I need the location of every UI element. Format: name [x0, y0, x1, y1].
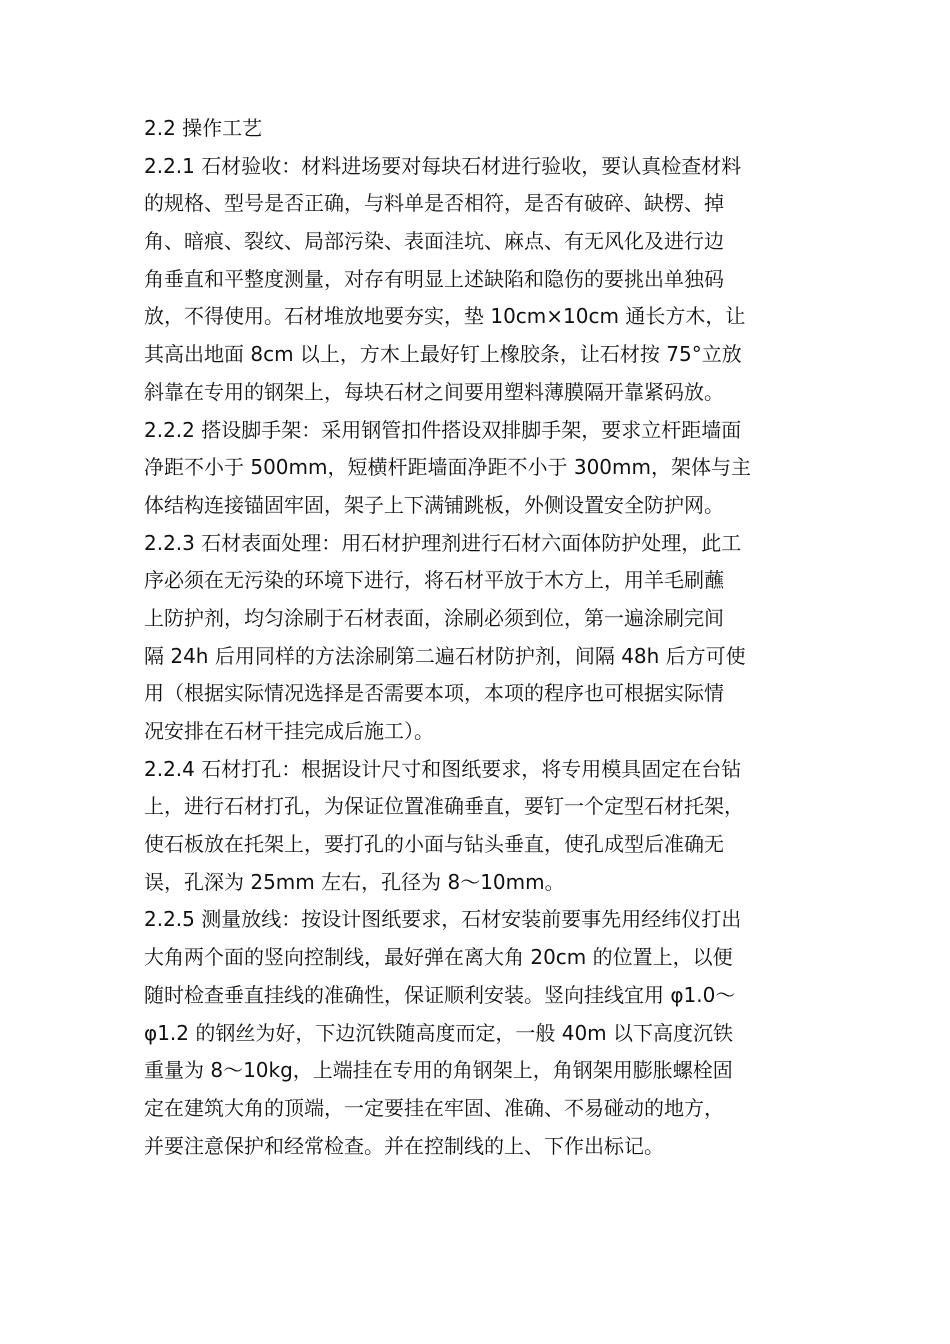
text-line: 定在建筑大角的顶端，一定要挂在牢固、准确、不易碰动的地方， — [144, 1095, 724, 1120]
text-line: 斜靠在专用的钢架上，每块石材之间要用塑料薄膜隔开靠紧码放。 — [144, 379, 724, 404]
text-line: 放，不得使用。石材堆放地要夯实，垫 10cm×10cm 通长方木，让 — [144, 304, 746, 329]
text-line: 误，孔深为 25mm 左右，孔径为 8～10mm。 — [144, 869, 565, 894]
text-line: 大角两个面的竖向控制线，最好弹在离大角 20cm 的位置上，以便 — [144, 945, 733, 970]
text-line: 的规格、型号是否正确，与料单是否相符，是否有破碎、缺楞、掉 — [144, 191, 724, 216]
text-line: 2.2.1 石材验收：材料进场要对每块石材进行验收，要认真检查材料 — [144, 153, 742, 178]
text-line: 并要注意保护和经常检查。并在控制线的上、下作出标记。 — [144, 1133, 664, 1158]
section-heading: 2.2 操作工艺 — [144, 116, 263, 140]
text-line: 上防护剂，均匀涂刷于石材表面，涂刷必须到位，第一遍涂刷完间 — [144, 605, 724, 630]
text-line: 况安排在石材干挂完成后施工）。 — [144, 719, 434, 743]
text-line: φ1.2 的钢丝为好，下边沉铁随高度而定，一般 40m 以下高度沉铁 — [144, 1020, 734, 1045]
text-line: 2.2.4 石材打孔：根据设计尺寸和图纸要求，将专用模具固定在台钻 — [144, 756, 742, 781]
text-line: 2.2.5 测量放线：按设计图纸要求，石材安装前要事先用经纬仪打出 — [144, 907, 742, 932]
text-line: 序必须在无污染的环境下进行，将石材平放于木方上，用羊毛刷蘸 — [144, 568, 724, 593]
text-line: 重量为 8～10kg，上端挂在专用的角钢架上，角钢架用膨胀螺栓固 — [144, 1058, 733, 1083]
text-line: 净距不小于 500mm，短横杆距墙面净距不小于 300mm，架体与主 — [144, 455, 751, 480]
text-line: 使石板放在托架上，要打孔的小面与钻头垂直，使孔成型后准确无 — [144, 832, 724, 857]
text-line: 2.2.2 搭设脚手架：采用钢管扣件搭设双排脚手架，要求立杆距墙面 — [144, 417, 742, 442]
text-line: 上，进行石材打孔，为保证位置准确垂直，要钉一个定型石材托架， — [144, 794, 744, 819]
text-line: 隔 24h 后用同样的方法涂刷第二遍石材防护剂，间隔 48h 后方可使 — [144, 643, 746, 668]
text-line: 角垂直和平整度测量，对存有明显上述缺陷和隐伤的要挑出单独码 — [144, 266, 724, 291]
text-line: 用（根据实际情况选择是否需要本项，本项的程序也可根据实际情 — [144, 681, 724, 706]
text-line: 角、暗痕、裂纹、局部污染、表面洼坑、麻点、有无风化及进行边 — [144, 229, 724, 254]
text-line: 其高出地面 8cm 以上，方木上最好钉上橡胶条，让石材按 75°立放 — [144, 342, 742, 367]
text-line: 随时检查垂直挂线的准确性，保证顺利安装。竖向挂线宜用 φ1.0～ — [144, 982, 736, 1007]
text-line: 2.2.3 石材表面处理：用石材护理剂进行石材六面体防护处理，此工 — [144, 530, 742, 555]
document-body — [144, 110, 834, 1165]
text-line: 体结构连接锚固牢固，架子上下满铺跳板，外侧设置安全防护网。 — [144, 492, 724, 517]
